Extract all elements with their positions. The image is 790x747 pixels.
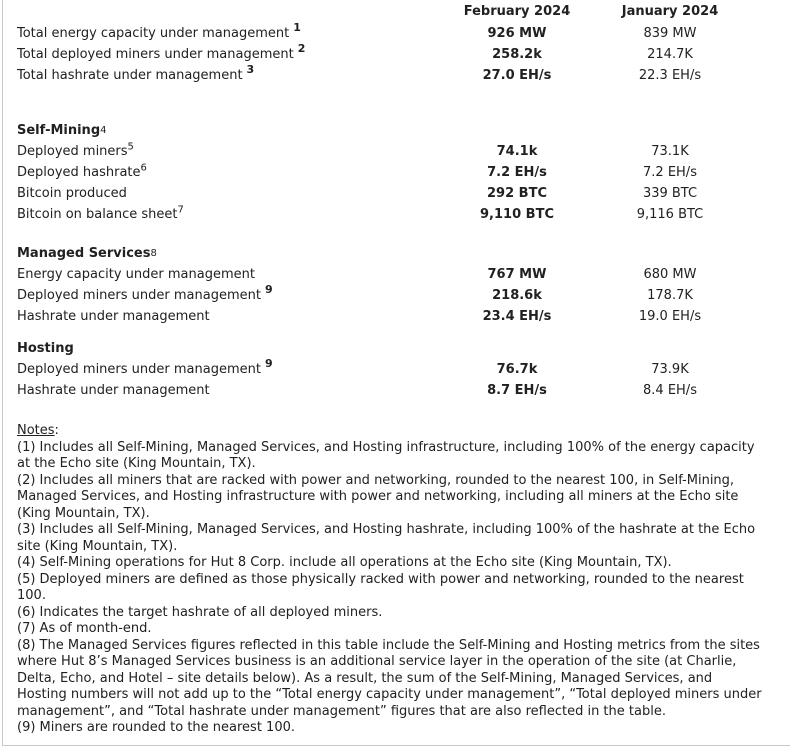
- metric-label-text: Deployed miners under management: [17, 287, 261, 303]
- jan-value: 22.3 EH/s: [638, 67, 702, 83]
- metric-label-text: Deployed hashrate: [17, 164, 141, 180]
- column-header-february: February 2024: [463, 4, 571, 19]
- feb-value: 9,110 BTC: [480, 206, 554, 222]
- metric-superscript: 7: [177, 204, 184, 216]
- jan-value: 9,116 BTC: [636, 206, 704, 222]
- section-heading: Managed Services 8: [17, 246, 157, 261]
- table-header-row: [3, 4, 790, 23]
- metric-label: [3, 383, 432, 399]
- feb-value: 767 MW: [487, 266, 547, 282]
- feb-value: 27.0 EH/s: [482, 67, 552, 83]
- feb-value: 926 MW: [487, 25, 547, 41]
- feb-value: 7.2 EH/s: [487, 164, 547, 180]
- jan-value: 8.4 EH/s: [643, 382, 697, 398]
- metric-label-text: Energy capacity under management: [17, 266, 255, 282]
- metric-label-text: Total energy capacity under management: [17, 25, 290, 41]
- metric-superscript: 9: [264, 283, 273, 297]
- metric-superscript: 5: [127, 141, 134, 153]
- table-row: [3, 162, 790, 183]
- section-totals: [3, 23, 790, 86]
- jan-value: 339 BTC: [642, 185, 698, 201]
- note-item: (6) Indicates the target hashrate of all deployed miners.: [17, 604, 383, 620]
- feb-value: 8.7 EH/s: [487, 382, 547, 398]
- metric-label: [3, 186, 432, 202]
- metric-label: [3, 141, 432, 160]
- section-self-mining: [3, 120, 790, 225]
- table-row: [3, 264, 790, 285]
- feb-value: 218.6k: [492, 287, 542, 303]
- note-item: (9) Miners are rounded to the nearest 100.: [17, 720, 296, 735]
- metric-label-text: Deployed miners: [17, 143, 128, 159]
- metric-superscript: 3: [246, 63, 255, 77]
- section-hosting: [3, 338, 790, 401]
- metric-label-text: Hashrate under management: [17, 308, 210, 324]
- table-row: [3, 23, 790, 44]
- table-row: [3, 306, 790, 327]
- table-row: [3, 204, 790, 225]
- notes-section: [3, 423, 765, 737]
- table-row: [3, 285, 790, 306]
- note-item: (8) The Managed Services figures reflected in this table include the Self-Mining and Hosting metrics from the sites where Hut 8’s Managed Services business is an additional service layer in the operation of the site (at Charlie, Delta, Echo, and Hotel – site details below). As a result, the sum of the Self-Mining, Managed Services, and Hosting numbers will not add up to the “Total energy capacity under management”, “Total deployed miners under management”, and “Total hashrate under management” figures that are also reflected in the table.: [17, 637, 762, 719]
- feb-value: 74.1k: [496, 143, 538, 159]
- metric-label-text: Bitcoin produced: [17, 185, 127, 201]
- feb-value: 23.4 EH/s: [482, 308, 552, 324]
- metric-superscript: 1: [293, 21, 301, 35]
- feb-value: 292 BTC: [487, 185, 547, 201]
- metric-superscript: 6: [140, 162, 147, 174]
- metric-label: [3, 357, 432, 378]
- section-heading: Self-Mining 4: [17, 123, 107, 138]
- jan-value: 680 MW: [643, 266, 697, 282]
- notes-heading: [17, 423, 765, 440]
- note-item: (7) As of month-end.: [17, 621, 152, 636]
- metric-superscript: 2: [297, 42, 306, 56]
- metric-label: [3, 21, 432, 42]
- metric-label: [3, 283, 432, 304]
- note-item: (1) Includes all Self-Mining, Managed Services, and Hosting infrastructure, including 100% of the energy capacity at the Echo site (King Mountain, TX).: [17, 439, 755, 471]
- section-heading-text: Self-Mining: [17, 123, 101, 138]
- table-row: [3, 359, 790, 380]
- jan-value: 73.1K: [651, 143, 689, 159]
- section-heading-text: Managed Services: [17, 246, 151, 261]
- table-row: [3, 183, 790, 204]
- table-row: [3, 141, 790, 162]
- section-heading: [3, 338, 790, 359]
- jan-value: 178.7K: [647, 287, 693, 303]
- feb-value: 258.2k: [492, 46, 542, 62]
- metric-label: [3, 162, 432, 181]
- metric-label-text: Total deployed miners under management: [17, 46, 294, 62]
- metric-label-text: Total hashrate under management: [17, 67, 243, 83]
- metric-label: [3, 42, 432, 63]
- jan-value: 19.0 EH/s: [638, 308, 702, 324]
- notes-heading-text: Notes: [17, 423, 55, 438]
- jan-value: 73.9K: [651, 361, 689, 377]
- metric-label: [3, 267, 432, 283]
- table-row: [3, 44, 790, 65]
- section-managed-services: [3, 243, 790, 327]
- note-item: (2) Includes all miners that are racked with power and networking, rounded to the nearest 100, in Self-Mining, Managed Services, and Hosting infrastructure with power and networking, including all miners at the Echo site (King Mountain, TX).: [17, 472, 739, 521]
- metric-superscript: 9: [264, 357, 273, 371]
- note-item: (5) Deployed miners are defined as those physically racked with power and networking, rounded to the nearest 100.: [17, 571, 744, 603]
- column-header-january: January 2024: [621, 4, 719, 19]
- notes-heading-colon: :: [54, 423, 59, 438]
- note-item: (3) Includes all Self-Mining, Managed Services, and Hosting hashrate, including 100% of the hashrate at the Echo site (King Mountain, TX).: [17, 522, 756, 554]
- jan-value: 839 MW: [643, 25, 697, 41]
- table-row: [3, 65, 790, 86]
- metric-label: [3, 63, 432, 84]
- section-heading-text: Hosting: [17, 341, 74, 356]
- feb-value: 76.7k: [496, 361, 538, 377]
- metric-label: [3, 309, 432, 325]
- metric-label-text: Bitcoin on balance sheet: [17, 206, 178, 222]
- document-page: [2, 0, 790, 746]
- jan-value: 214.7K: [647, 46, 693, 62]
- jan-value: 7.2 EH/s: [643, 164, 697, 180]
- metric-label: [3, 204, 432, 223]
- metric-label-text: Deployed miners under management: [17, 361, 261, 377]
- metric-label-text: Hashrate under management: [17, 382, 210, 398]
- table-row: [3, 380, 790, 401]
- note-item: (4) Self-Mining operations for Hut 8 Corp. include all operations at the Echo site (King Mountain, TX).: [17, 555, 672, 570]
